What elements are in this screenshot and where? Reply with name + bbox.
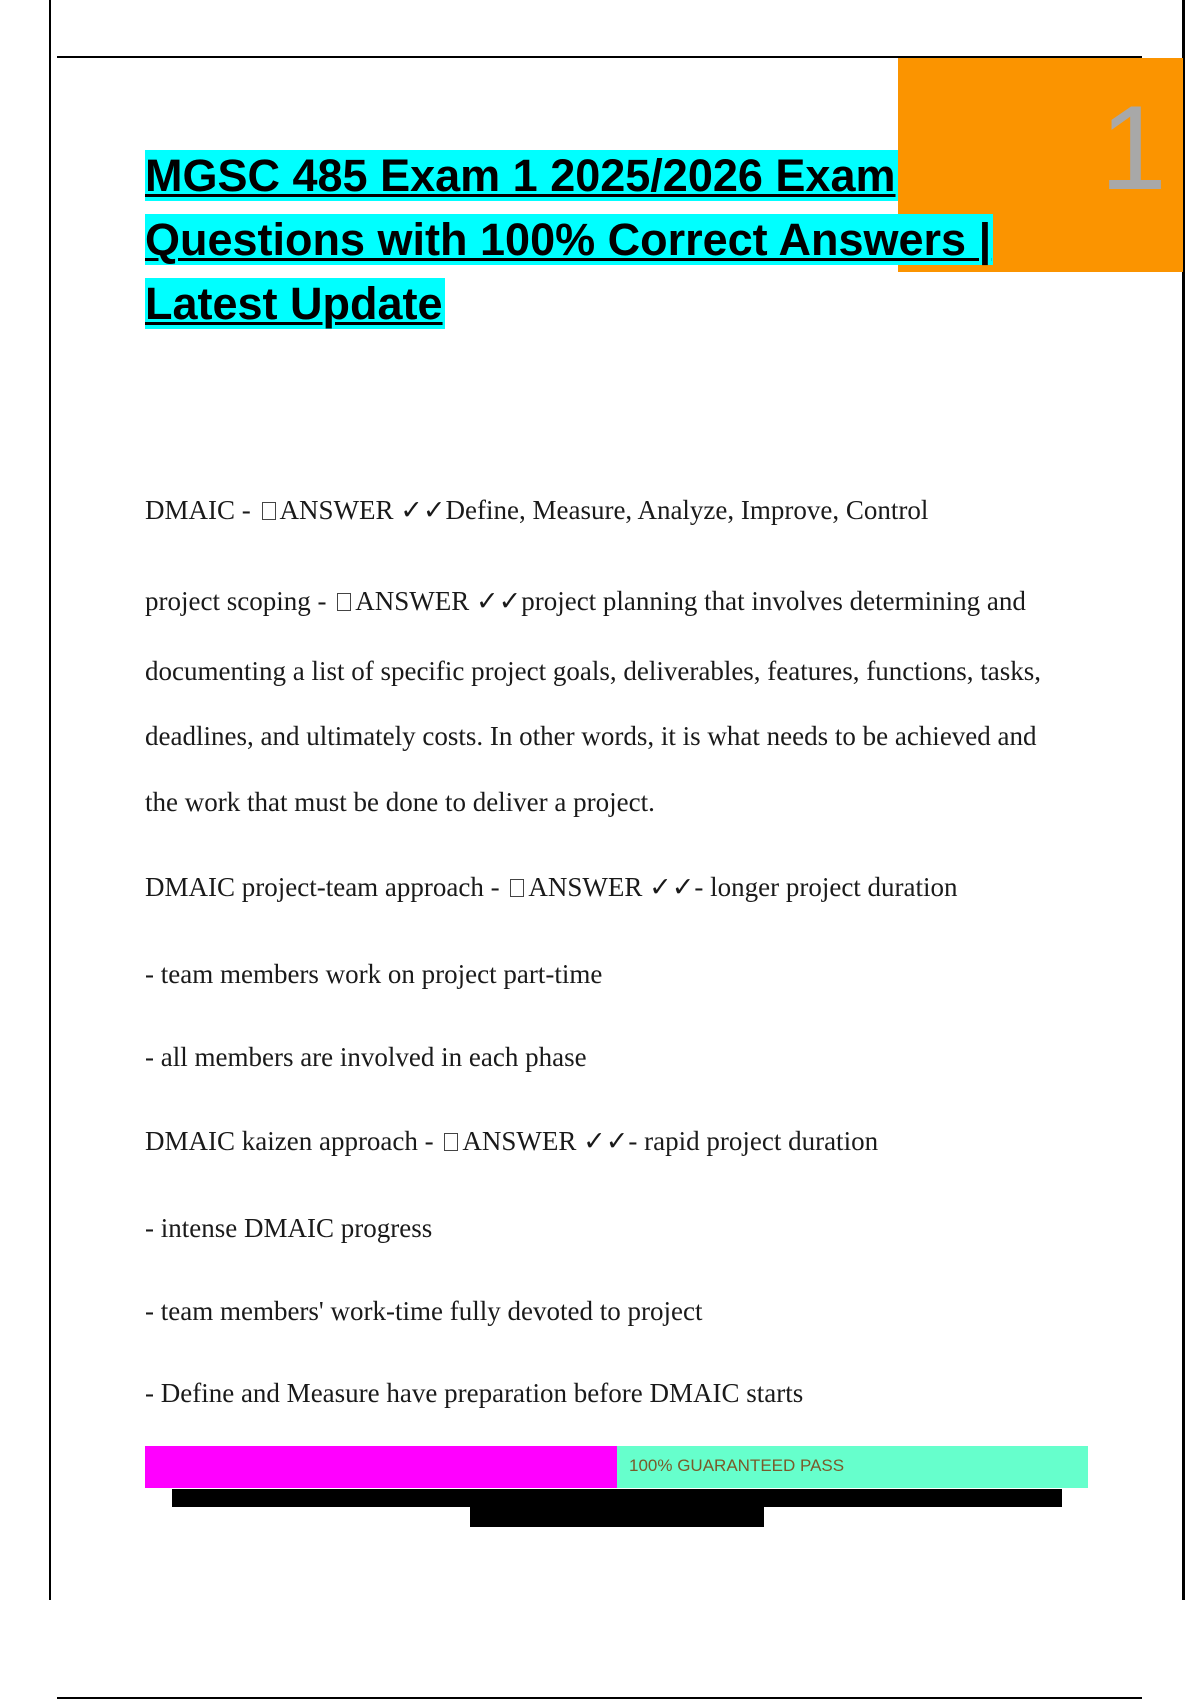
qa-separator: - (310, 586, 334, 616)
qa-term: DMAIC (145, 495, 236, 525)
answer-marker: ANSWER (462, 1126, 577, 1156)
qa-term: DMAIC project-team approach (145, 872, 484, 902)
banner-text: 100% GUARANTEED PASS (629, 1456, 845, 1475)
banner-green-block (617, 1446, 1088, 1488)
qa-answer: project planning that involves determining and (521, 586, 1026, 616)
qa-continuation: the work that must be done to deliver a project. (145, 787, 655, 817)
qa-separator: - (483, 872, 507, 902)
answer-marker: ANSWER (528, 872, 643, 902)
qa-continuation: - team members work on project part-time (145, 959, 603, 989)
title-line-2: Questions with 100% Correct Answers | (145, 214, 992, 265)
checkmarks-icon: ✓✓ (400, 495, 446, 525)
qa-answer: - longer project duration (694, 872, 958, 902)
page-number: 1 (1100, 81, 1167, 215)
checkmarks-icon: ✓✓ (475, 586, 522, 616)
qa-term: DMAIC kaizen approach (145, 1126, 418, 1156)
guarantee-banner (145, 1446, 1088, 1488)
qa-separator: - (235, 495, 258, 525)
qa-entry (145, 495, 928, 526)
qa-continuation: deadlines, and ultimately costs. In other words, it is what needs to be achieved and (145, 721, 1037, 751)
footer-rule (57, 1697, 1142, 1699)
qa-term: project scoping (145, 586, 311, 616)
missing-glyph-icon (337, 593, 351, 611)
qa-continuation: documenting a list of specific project goals, deliverables, features, functions, tasks, (145, 656, 1041, 686)
missing-glyph-icon (262, 502, 276, 520)
qa-continuation: - intense DMAIC progress (145, 1213, 433, 1243)
qa-continuation: - Define and Measure have preparation before DMAIC starts (145, 1378, 804, 1408)
qa-continuation: - all members are involved in each phase (145, 1042, 587, 1072)
title-line-3: Latest Update (145, 278, 443, 329)
banner-magenta-block (145, 1446, 617, 1488)
redaction-bar-short (470, 1507, 764, 1527)
missing-glyph-icon (510, 879, 524, 897)
redaction-bar (172, 1489, 1062, 1507)
missing-glyph-icon (444, 1133, 458, 1151)
checkmarks-icon: ✓✓ (649, 872, 695, 902)
title-line-1: MGSC 485 Exam 1 2025/2026 Exam (145, 150, 896, 201)
answer-marker: ANSWER (355, 586, 470, 616)
qa-entry (145, 586, 1026, 617)
qa-entry (145, 1126, 878, 1157)
checkmarks-icon: ✓✓ (583, 1126, 629, 1156)
document-title (145, 144, 1105, 336)
qa-entry (145, 872, 958, 903)
qa-separator: - (417, 1126, 441, 1156)
answer-marker: ANSWER (279, 495, 394, 525)
qa-answer: Define, Measure, Analyze, Improve, Control (445, 495, 929, 525)
page-left-border (49, 0, 51, 1600)
qa-continuation: - team members' work-time fully devoted to project (145, 1296, 703, 1326)
qa-answer: - rapid project duration (628, 1126, 879, 1156)
